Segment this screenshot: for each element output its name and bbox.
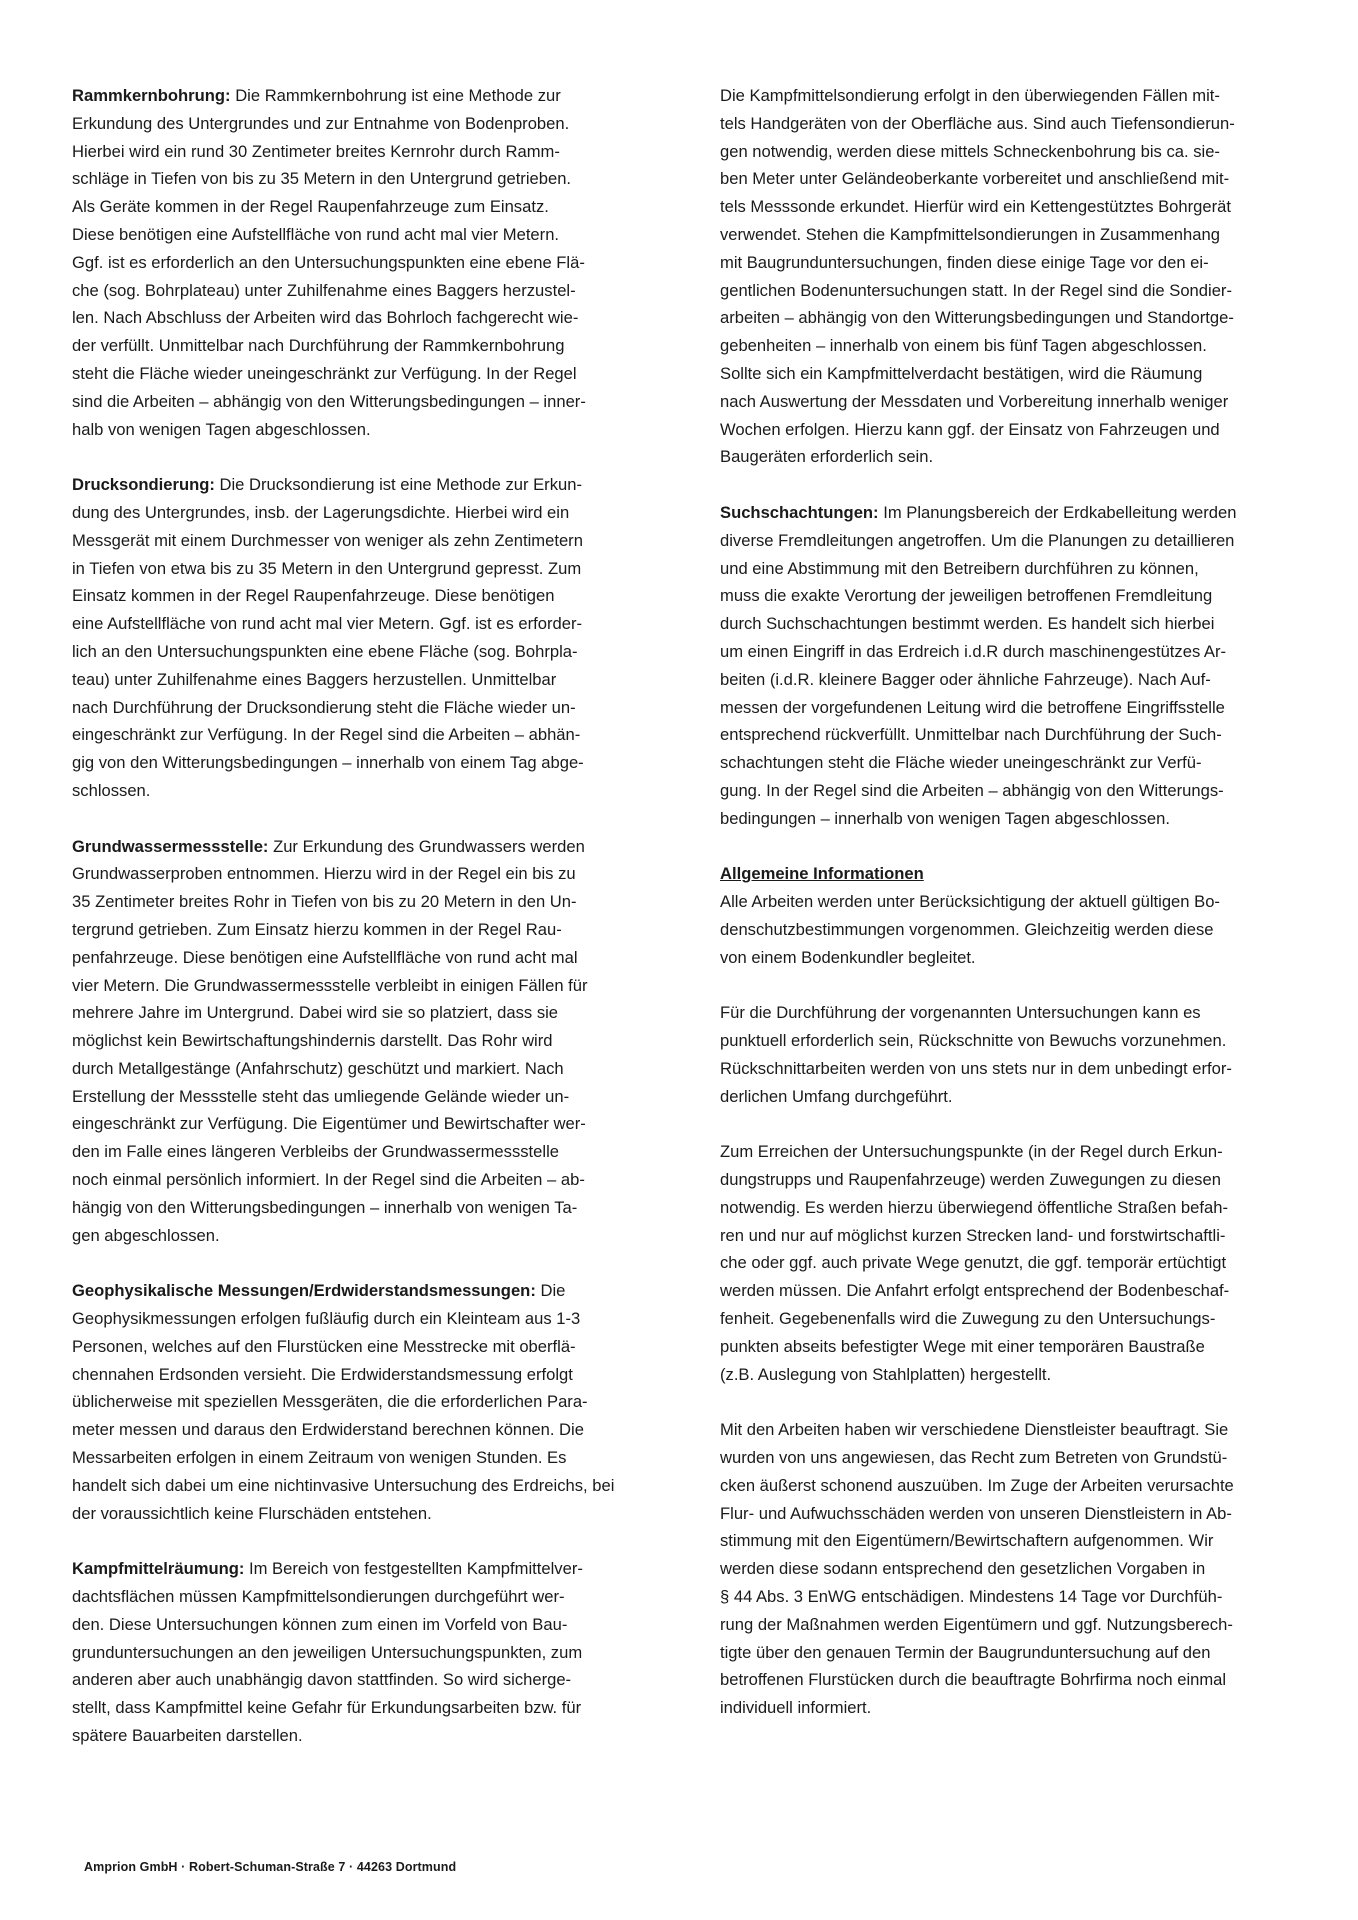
text-line: werden diese sodann entsprechend den gesetzlichen Vorgaben in (720, 1559, 1206, 1579)
text-line: notwendig. Es werden hierzu überwiegend öffentliche Straßen befah- (720, 1197, 1228, 1217)
text-line: (z.B. Auslegung von Stahlplatten) hergestellt. (720, 1364, 1052, 1384)
text-line: Baugeräten erforderlich sein. (720, 447, 934, 467)
text-line: che oder ggf. auch private Wege genutzt, die ggf. temporär ertüchtigt (720, 1253, 1227, 1273)
text-line: schläge in Tiefen von bis zu 35 Metern in den Untergrund getrieben. (72, 169, 572, 189)
text-line: Alle Arbeiten werden unter Berücksichtigung der aktuell gültigen Bo- (720, 892, 1220, 912)
text-line: mit Baugrunduntersuchungen, finden diese einige Tage vor den ei- (720, 252, 1209, 272)
text-line: Zum Erreichen der Untersuchungspunkte (in der Regel durch Erkun- (720, 1142, 1223, 1162)
text-line: Für die Durchführung der vorgenannten Untersuchungen kann es (720, 1003, 1201, 1023)
text-line: den. Diese Untersuchungen können zum einen im Vorfeld von Bau- (72, 1614, 568, 1634)
text-line: schachtungen steht die Fläche wieder uneingeschränkt zur Verfü- (720, 753, 1202, 773)
text-line: eine Aufstellfläche von rund acht mal vier Metern. Ggf. ist es erforder- (72, 614, 583, 634)
text-line: gig von den Witterungsbedingungen – innerhalb von einem Tag abge- (72, 753, 584, 773)
section-heading-grundwassermessstelle: Grundwassermessstelle: (72, 836, 269, 856)
text-line: muss die exakte Verortung der jeweiligen betroffenen Fremdleitung (720, 586, 1213, 606)
text-line: punkten abseits befestigter Wege mit einer temporären Baustraße (720, 1336, 1205, 1356)
text-line: Einsatz kommen in der Regel Raupenfahrzeuge. Diese benötigen (72, 586, 555, 606)
text-line: § 44 Abs. 3 EnWG entschädigen. Mindestens 14 Tage vor Durchfüh- (720, 1587, 1223, 1607)
text-line: Messarbeiten erfolgen in einem Zeitraum von wenigen Stunden. Es (72, 1448, 567, 1468)
text-line: 35 Zentimeter breites Rohr in Tiefen von bis zu 20 Metern in den Un- (72, 892, 577, 912)
text-line: ben Meter unter Geländeoberkante vorbereitet und anschließend mit- (720, 169, 1230, 189)
text-line: derlichen Umfang durchgeführt. (720, 1086, 953, 1106)
text-line: stimmung mit den Eigentümern/Bewirtschaftern aufgenommen. Wir (720, 1531, 1214, 1551)
text-line: Als Geräte kommen in der Regel Raupenfahrzeuge zum Einsatz. (72, 197, 549, 217)
text-line: Ggf. ist es erforderlich an den Untersuchungspunkten eine ebene Flä- (72, 252, 585, 272)
left-column (72, 82, 637, 1750)
text-line: individuell informiert. (720, 1698, 872, 1718)
text-line: punktuell erforderlich sein, Rückschnitte von Bewuchs vorzunehmen. (720, 1031, 1227, 1051)
text-line: schlossen. (72, 780, 151, 800)
text-line: gen notwendig, werden diese mittels Schneckenbohrung bis ca. sie- (720, 141, 1220, 161)
section-heading-kampfmittelraeumung: Kampfmittelräumung: (72, 1559, 245, 1579)
text-line: cken äußerst schonend auszuüben. Im Zuge der Arbeiten verursachte (720, 1475, 1234, 1495)
text-line: Sollte sich ein Kampfmittelverdacht bestätigen, wird die Räumung (720, 363, 1203, 383)
page-footer-address: Amprion GmbH · Robert-Schuman-Straße 7 · 44263 Dortmund (84, 1860, 457, 1874)
section-drucksondierung-first-line: Drucksondierung: Die Drucksondierung ist eine Methode zur Erkun- (72, 475, 582, 495)
text-line: um einen Eingriff in das Erdreich i.d.R durch maschinengestützes Ar- (720, 641, 1227, 661)
text-line: möglichst kein Bewirtschaftungshindernis darstellt. Das Rohr wird (72, 1031, 553, 1051)
text-line: eingeschränkt zur Verfügung. In der Regel sind die Arbeiten – abhän- (72, 725, 581, 745)
section-heading-geophysik: Geophysikalische Messungen/Erdwiderstandsmessungen: (72, 1281, 536, 1301)
text-line: tels Messsonde erkundet. Hierfür wird ein Kettengestütztes Bohrgerät (720, 197, 1231, 217)
text-line: Die Kampfmittelsondierung erfolgt in den überwiegenden Fällen mit- (720, 86, 1220, 105)
text-line: gebenheiten – innerhalb von einem bis fünf Tagen abgeschlossen. (720, 336, 1207, 356)
section-rammkernbohrung-first-line: Rammkernbohrung: Die Rammkernbohrung ist eine Methode zur (72, 86, 561, 105)
text-line: Personen, welches auf den Flurstücken eine Messtrecke mit oberflä- (72, 1336, 576, 1356)
text-line: werden müssen. Die Anfahrt erfolgt entsprechend der Bodenbeschaf- (720, 1281, 1230, 1301)
text-line: diverse Fremdleitungen angetroffen. Um die Planungen zu detaillieren (720, 530, 1235, 550)
text-line: durch Metallgestänge (Anfahrschutz) geschützt und markiert. Nach (72, 1058, 564, 1078)
text-line: gen abgeschlossen. (72, 1225, 220, 1245)
text-line: dung des Untergrundes, insb. der Lagerungsdichte. Hierbei wird ein (72, 502, 570, 522)
text-line: gung. In der Regel sind die Arbeiten – abhängig von den Witterungs- (720, 780, 1224, 800)
text-line: Rückschnittarbeiten werden von uns stets nur in dem unbedingt erfor- (720, 1058, 1232, 1078)
text-line: Hierbei wird ein rund 30 Zentimeter breites Kernrohr durch Ramm- (72, 141, 560, 161)
section-heading-drucksondierung: Drucksondierung: (72, 475, 215, 495)
text-line: betroffenen Flurstücken durch die beauftragte Bohrfirma noch einmal (720, 1670, 1227, 1690)
text-line: Wochen erfolgen. Hierzu kann ggf. der Einsatz von Fahrzeugen und (720, 419, 1220, 439)
text-line: messen der vorgefundenen Leitung wird die betroffene Eingriffsstelle (720, 697, 1225, 717)
right-column (720, 82, 1285, 1722)
text-line: von einem Bodenkundler begleitet. (720, 947, 976, 967)
text-line: Grundwasserproben entnommen. Hierzu wird in der Regel ein bis zu (72, 864, 576, 884)
text-line: che (sog. Bohrplateau) unter Zuhilfenahme eines Baggers herzustel- (72, 280, 576, 300)
text-line: denschutzbestimmungen vorgenommen. Gleichzeitig werden diese (720, 919, 1214, 939)
text-line: arbeiten – abhängig von den Witterungsbedingungen und Standortge- (720, 308, 1234, 328)
text-line: lich an den Untersuchungspunkten eine ebene Fläche (sog. Bohrpla- (72, 641, 578, 661)
text-line: und eine Abstimmung mit den Betreibern durchführen zu können, (720, 558, 1199, 578)
text-line: nach Durchführung der Drucksondierung steht die Fläche wieder un- (72, 697, 576, 717)
section-suchschachtungen-first-line: Suchschachtungen: Im Planungsbereich der Erdkabelleitung werden (720, 502, 1237, 522)
text-line: rung der Maßnahmen werden Eigentümern und ggf. Nutzungsberech- (720, 1614, 1233, 1634)
text-line: spätere Bauarbeiten darstellen. (72, 1726, 303, 1746)
text-line: den im Falle eines längeren Verbleibs der Grundwassermessstelle (72, 1142, 559, 1162)
text-line: vier Metern. Die Grundwassermessstelle verbleibt in einigen Fällen für (72, 975, 588, 995)
text-line: ren und nur auf möglichst kurzen Strecken land- und forstwirtschaftli- (720, 1225, 1226, 1245)
text-line: len. Nach Abschluss der Arbeiten wird das Bohrloch fachgerecht wie- (72, 308, 579, 328)
text-line: bedingungen – innerhalb von wenigen Tagen abgeschlossen. (720, 808, 1170, 828)
text-line: nach Auswertung der Messdaten und Vorbereitung innerhalb weniger (720, 391, 1229, 411)
text-line: Mit den Arbeiten haben wir verschiedene Dienstleister beauftragt. Sie (720, 1420, 1229, 1440)
text-line: grunduntersuchungen an den jeweiligen Untersuchungspunkten, zum (72, 1642, 583, 1662)
text-line: chennahen Erdsonden versieht. Die Erdwiderstandsmessung erfolgt (72, 1364, 573, 1384)
text-line: sind die Arbeiten – abhängig von den Witterungsbedingungen – inner- (72, 391, 586, 411)
text-line: tels Handgeräten von der Oberfläche aus. Sind auch Tiefensondierun- (720, 113, 1235, 133)
section-grundwassermessstelle-first-line: Grundwassermessstelle: Zur Erkundung des Grundwassers werden (72, 836, 585, 856)
text-line: steht die Fläche wieder uneingeschränkt zur Verfügung. In der Regel (72, 363, 577, 383)
section-heading-allgemeine-informationen: Allgemeine Informationen (720, 864, 924, 884)
text-line: dungstrupps und Raupenfahrzeuge) werden Zuwegungen zu diesen (720, 1170, 1221, 1190)
text-line: Messgerät mit einem Durchmesser von weniger als zehn Zentimetern (72, 530, 583, 550)
text-line: entsprechend rückverfüllt. Unmittelbar nach Durchführung der Such- (720, 725, 1222, 745)
text-line: meter messen und daraus den Erdwiderstand berechnen können. Die (72, 1420, 584, 1440)
text-line: Geophysikmessungen erfolgen fußläufig durch ein Kleinteam aus 1-3 (72, 1309, 581, 1329)
text-line: beiten (i.d.R. kleinere Bagger oder ähnliche Fahrzeuge). Nach Auf- (720, 669, 1211, 689)
text-line: eingeschränkt zur Verfügung. Die Eigentümer und Bewirtschafter wer- (72, 1114, 586, 1134)
text-line: der verfüllt. Unmittelbar nach Durchführung der Rammkernbohrung (72, 336, 565, 356)
text-line: üblicherweise mit speziellen Messgeräten, die die erforderlichen Para- (72, 1392, 588, 1412)
section-geophysik-first-line: Geophysikalische Messungen/Erdwiderstandsmessungen: Die (72, 1281, 566, 1301)
text-line: gentlichen Bodenuntersuchungen statt. In der Regel sind die Sondier- (720, 280, 1232, 300)
text-line: teau) unter Zuhilfenahme eines Baggers herzustellen. Unmittelbar (72, 669, 557, 689)
text-line: fenheit. Gegebenenfalls wird die Zuwegung zu den Untersuchungs- (720, 1309, 1216, 1329)
text-line: anderen aber auch unabhängig davon stattfinden. So wird sicherge- (72, 1670, 572, 1690)
section-kampfmittelraeumung-first-line: Kampfmittelräumung: Im Bereich von festgestellten Kampfmittelver- (72, 1559, 583, 1579)
text-line: handelt sich dabei um eine nichtinvasive Untersuchung des Erdreichs, bei (72, 1475, 615, 1495)
text-line: Erstellung der Messstelle steht das umliegende Gelände wieder un- (72, 1086, 570, 1106)
text-line: dachtsflächen müssen Kampfmittelsondierungen durchgeführt wer- (72, 1587, 565, 1607)
text-line: wurden von uns angewiesen, das Recht zum Betreten von Grundstü- (720, 1448, 1228, 1468)
text-line: Erkundung des Untergrundes und zur Entnahme von Bodenproben. (72, 113, 570, 133)
text-line: durch Suchschachtungen bestimmt werden. Es handelt sich hierbei (720, 614, 1215, 634)
section-heading-suchschachtungen: Suchschachtungen: (720, 502, 879, 522)
text-line: halb von wenigen Tagen abgeschlossen. (72, 419, 371, 439)
text-line: verwendet. Stehen die Kampfmittelsondierungen in Zusammenhang (720, 224, 1220, 244)
section-heading-rammkernbohrung: Rammkernbohrung: (72, 86, 231, 105)
text-line: tigte über den genauen Termin der Baugrunduntersuchung auf den (720, 1642, 1211, 1662)
text-line: hängig von den Witterungsbedingungen – innerhalb von wenigen Ta- (72, 1197, 578, 1217)
text-line: Flur- und Aufwuchsschäden werden von unseren Dienstleistern in Ab- (720, 1503, 1232, 1523)
text-line: mehrere Jahre im Untergrund. Dabei wird sie so platziert, dass sie (72, 1003, 559, 1023)
text-line: Diese benötigen eine Aufstellfläche von rund acht mal vier Metern. (72, 224, 560, 244)
text-line: der voraussichtlich keine Flurschäden entstehen. (72, 1503, 432, 1523)
text-line: noch einmal persönlich informiert. In der Regel sind die Arbeiten – ab- (72, 1170, 585, 1190)
text-line: penfahrzeuge. Diese benötigen eine Aufstellfläche von rund acht mal (72, 947, 578, 967)
text-line: stellt, dass Kampfmittel keine Gefahr für Erkundungsarbeiten bzw. für (72, 1698, 582, 1718)
text-line: in Tiefen von etwa bis zu 35 Metern in den Untergrund gepresst. Zum (72, 558, 582, 578)
text-line: tergrund getrieben. Zum Einsatz hierzu kommen in der Regel Rau- (72, 919, 562, 939)
